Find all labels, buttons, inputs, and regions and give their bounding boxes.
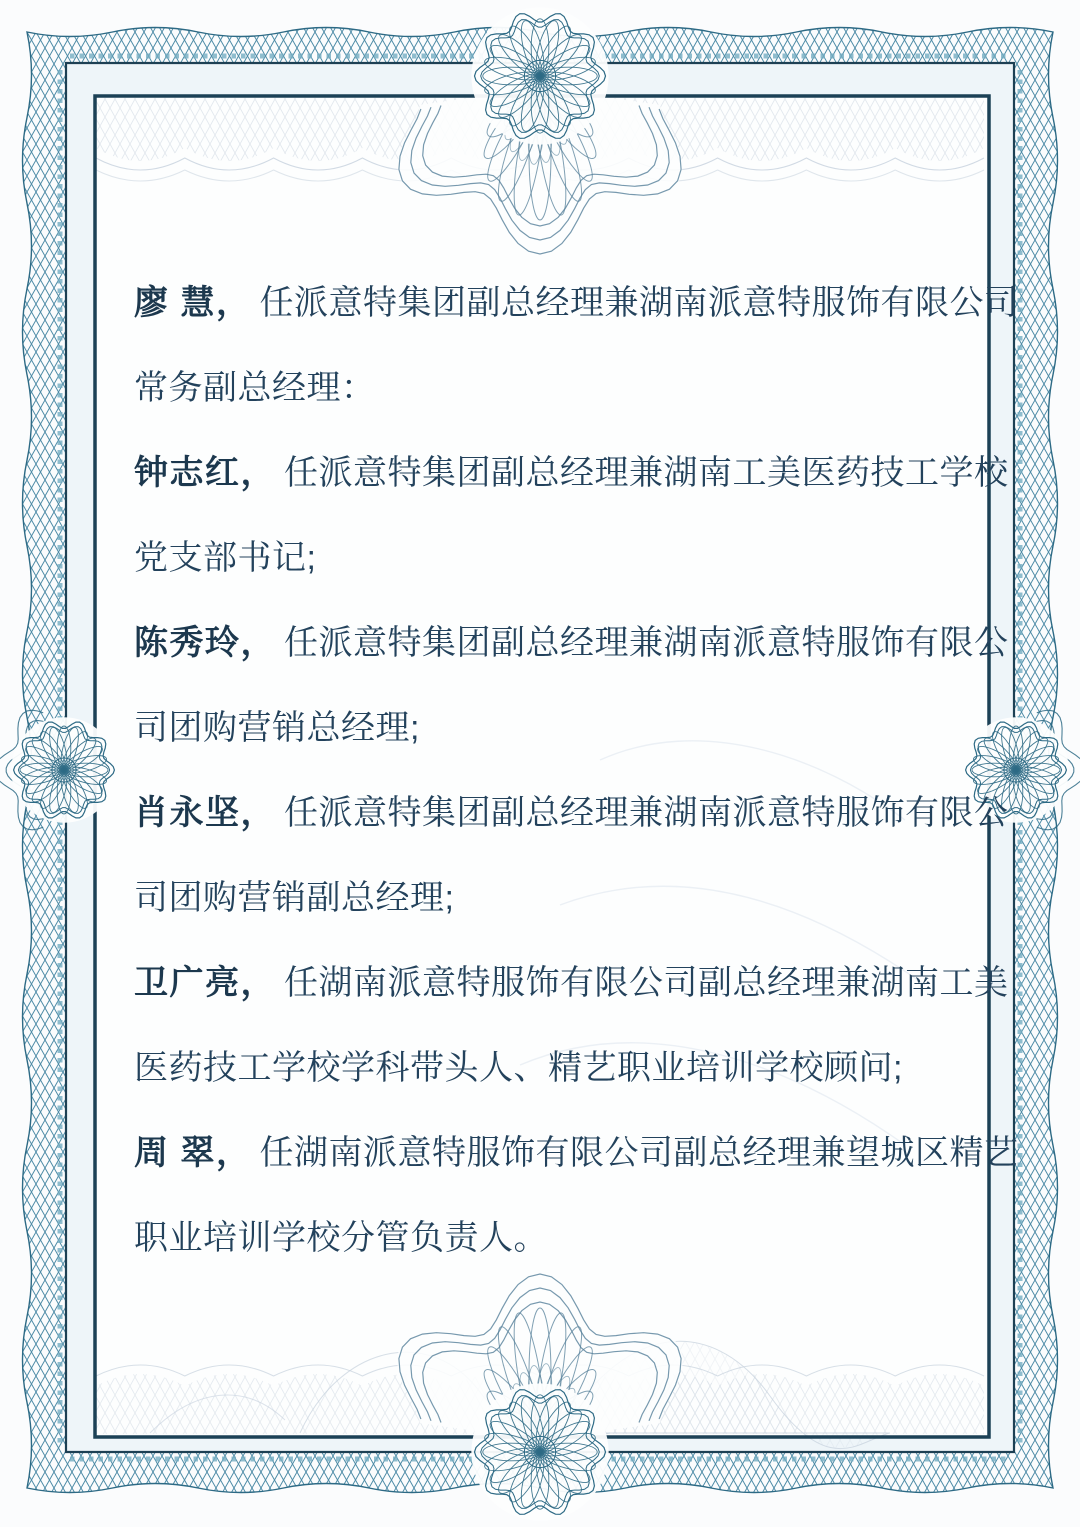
appointment-line	[134, 1111, 1019, 1196]
appointment-line	[134, 601, 1009, 686]
appointment-title: 职业培训学校分管负责人。	[134, 1219, 548, 1257]
appointment-line	[134, 941, 1009, 1026]
appointment-line	[134, 1196, 980, 1281]
appointment-line	[134, 431, 1009, 516]
person-name: 陈秀玲，	[134, 624, 276, 662]
appointment-line	[134, 346, 980, 431]
appointment-title: 司团购营销总经理;	[134, 709, 420, 747]
appointment-line	[134, 516, 980, 601]
appointment-line	[134, 856, 980, 941]
person-name: 周 翠，	[134, 1134, 252, 1172]
appointment-title: 医药技工学校学科带头人、精艺职业培训学校顾问;	[134, 1049, 903, 1087]
appointment-title: 任派意特集团副总经理兼湖南派意特服饰有限公司	[259, 284, 1019, 322]
appointments-text	[134, 261, 1019, 1281]
appointment-title: 任派意特集团副总经理兼湖南工美医药技工学校	[284, 454, 1009, 492]
person-name: 廖 慧，	[134, 284, 252, 322]
person-name: 钟志红，	[134, 454, 276, 492]
person-name: 肖永坚，	[134, 794, 276, 832]
appointment-title: 任湖南派意特服饰有限公司副总经理兼湖南工美	[284, 964, 1009, 1002]
appointment-title: 任湖南派意特服饰有限公司副总经理兼望城区精艺	[259, 1134, 1019, 1172]
appointment-title: 任派意特集团副总经理兼湖南派意特服饰有限公	[284, 794, 1009, 832]
person-name: 卫广亮，	[134, 964, 276, 1002]
appointment-title: 常务副总经理：	[134, 369, 376, 407]
appointment-line	[134, 686, 980, 771]
appointment-line	[134, 261, 1019, 346]
appointment-title: 司团购营销副总经理;	[134, 879, 455, 917]
appointment-title: 党支部书记;	[134, 539, 317, 577]
appointment-title: 任派意特集团副总经理兼湖南派意特服饰有限公	[284, 624, 1009, 662]
appointment-line	[134, 771, 1009, 856]
appointment-line	[134, 1026, 980, 1111]
